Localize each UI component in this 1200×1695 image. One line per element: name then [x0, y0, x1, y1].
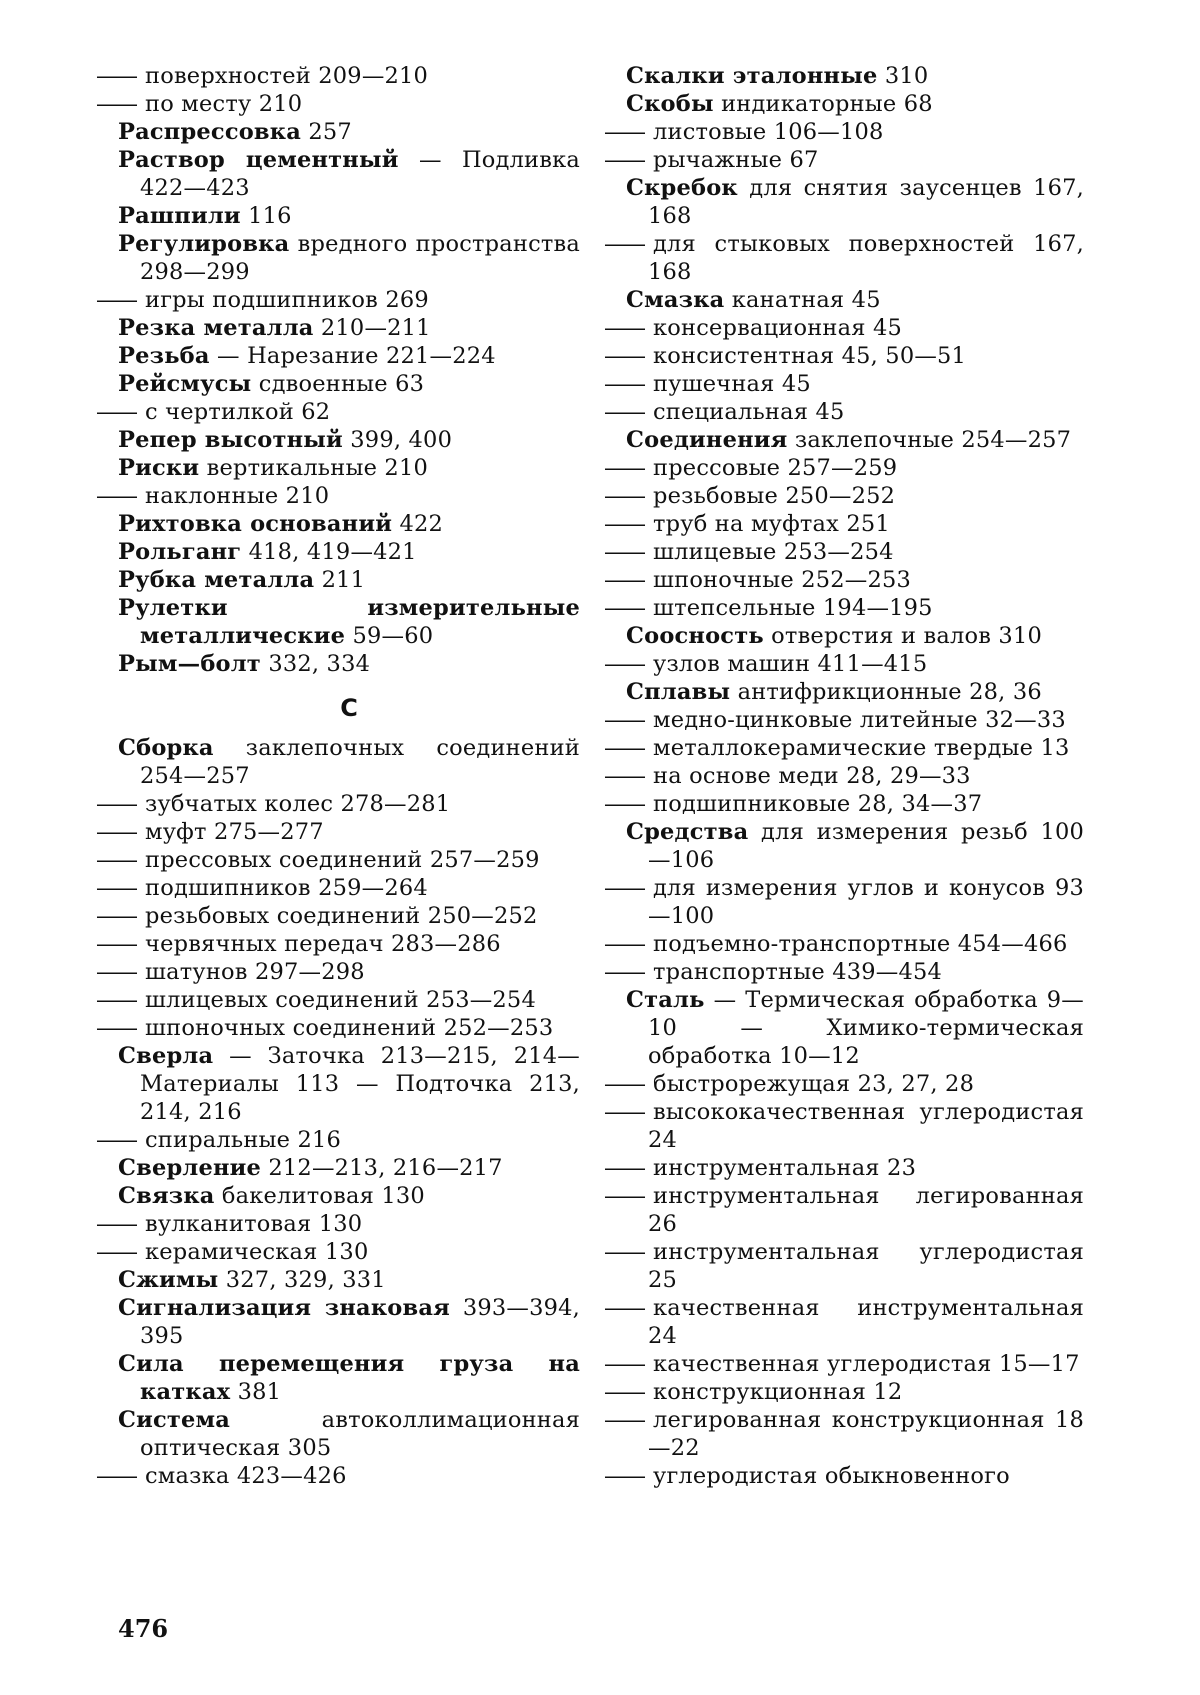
entry-heading: Скалки эталонные [626, 63, 878, 89]
entry-text: муфт 275—277 [145, 819, 324, 845]
index-subentry [604, 1462, 1084, 1490]
entry-heading: Сборка [118, 735, 214, 761]
entry-text: шатунов 297—298 [145, 959, 365, 985]
entry-heading: Риски [118, 455, 200, 481]
index-subentry [604, 342, 1084, 370]
repeat-dash: —— [96, 1127, 135, 1153]
entry-text: медно-цинковые литейные 32—33 [653, 707, 1066, 733]
repeat-dash: —— [604, 343, 643, 369]
entry-text: 257 [308, 119, 352, 145]
index-entry [118, 1266, 580, 1294]
repeat-dash: —— [604, 1239, 643, 1265]
repeat-dash: —— [96, 399, 135, 425]
repeat-dash: —— [604, 735, 643, 761]
index-subentry [96, 90, 580, 118]
index-entry [118, 1182, 580, 1210]
entry-text: заклепочные 254—257 [794, 427, 1072, 453]
repeat-dash: —— [604, 1295, 643, 1321]
entry-text: антифрикционные 28, 36 [737, 679, 1042, 705]
entry-heading: Сжимы [118, 1267, 219, 1293]
right-column [604, 62, 1084, 1490]
index-subentry [604, 790, 1084, 818]
index-subentry [96, 846, 580, 874]
entry-text: шлицевые 253—254 [653, 539, 894, 565]
index-entry [118, 202, 580, 230]
index-entry [118, 734, 580, 790]
index-subentry [604, 1294, 1084, 1350]
entry-heading: Распрессовка [118, 119, 301, 145]
repeat-dash: —— [604, 315, 643, 341]
index-subentry [96, 286, 580, 314]
index-entry [118, 510, 580, 538]
entry-text: для снятия заусенцев 167, 168 [648, 175, 1084, 229]
repeat-dash: —— [604, 539, 643, 565]
index-entry [626, 622, 1084, 650]
entry-heading: Сверление [118, 1155, 262, 1181]
index-entry [118, 146, 580, 202]
entry-text: канатная 45 [731, 287, 881, 313]
entry-text: резьбовых соединений 250—252 [145, 903, 538, 929]
index-subentry [604, 482, 1084, 510]
entry-text: подшипниковые 28, 34—37 [653, 791, 983, 817]
repeat-dash: —— [96, 1015, 135, 1041]
repeat-dash: —— [604, 399, 643, 425]
index-entry [118, 370, 580, 398]
index-subentry [96, 790, 580, 818]
repeat-dash: —— [604, 511, 643, 537]
index-entry [626, 62, 1084, 90]
entry-text: труб на муфтах 251 [653, 511, 890, 537]
entry-heading: Сигнализация знаковая [118, 1295, 450, 1321]
entry-heading: Смазка [626, 287, 725, 313]
index-subentry [604, 314, 1084, 342]
entry-heading: Сплавы [626, 679, 731, 705]
repeat-dash: —— [604, 1379, 643, 1405]
index-entry [626, 90, 1084, 118]
entry-text: 211 [321, 567, 366, 593]
entry-text: для измерения резьб 100—106 [648, 819, 1084, 873]
repeat-dash: —— [96, 791, 135, 817]
entry-text: 116 [248, 203, 292, 229]
entry-text: червячных передач 283—286 [145, 931, 501, 957]
entry-heading: Система [118, 1407, 231, 1433]
repeat-dash: —— [604, 147, 643, 173]
section-letter-heading: С [340, 694, 358, 722]
entry-heading: Связка [118, 1183, 215, 1209]
entry-heading: Резьба [118, 343, 210, 369]
repeat-dash: —— [96, 1239, 135, 1265]
repeat-dash: —— [604, 875, 643, 901]
entry-text: резьбовые 250—252 [653, 483, 896, 509]
entry-text: поверхностей 209—210 [145, 63, 429, 89]
entry-text: 393—394, 395 [140, 1295, 580, 1349]
entry-text: 210—211 [320, 315, 431, 341]
repeat-dash: —— [604, 1183, 643, 1209]
entry-heading: Рашпили [118, 203, 241, 229]
index-subentry [96, 930, 580, 958]
entry-text: по месту 210 [145, 91, 303, 117]
index-entry [118, 1294, 580, 1350]
entry-text: высококачественная углеродистая 24 [648, 1099, 1084, 1153]
repeat-dash: —— [96, 287, 135, 313]
index-subentry [604, 1098, 1084, 1154]
entry-text: 381 [237, 1379, 282, 1405]
index-entry [118, 566, 580, 594]
entry-text: наклонные 210 [145, 483, 330, 509]
entry-text: вулканитовая 130 [145, 1211, 363, 1237]
entry-text: смазка 423—426 [145, 1463, 347, 1489]
entry-text: 59—60 [352, 623, 434, 649]
entry-text: — Заточка 213—215, 214— Материалы 113 — Подточка 213, 214, 216 [140, 1043, 580, 1125]
index-subentry [604, 398, 1084, 426]
entry-text: — Подливка 422—423 [140, 147, 580, 201]
repeat-dash: —— [96, 847, 135, 873]
repeat-dash: —— [604, 1463, 643, 1489]
index-subentry [96, 902, 580, 930]
repeat-dash: —— [604, 1099, 643, 1125]
index-subentry [96, 874, 580, 902]
entry-text: спиральные 216 [145, 1127, 342, 1153]
repeat-dash: —— [604, 1071, 643, 1097]
entry-text: листовые 106—108 [653, 119, 884, 145]
repeat-dash: —— [604, 707, 643, 733]
index-subentry [604, 1238, 1084, 1294]
entry-heading: Рулетки измерительные металлические [118, 595, 580, 649]
index-subentry [604, 566, 1084, 594]
page-number: 476 [118, 1614, 169, 1643]
index-subentry [604, 1182, 1084, 1238]
repeat-dash: —— [96, 875, 135, 901]
index-entry [626, 286, 1084, 314]
repeat-dash: —— [604, 119, 643, 145]
entry-text: пушечная 45 [653, 371, 811, 397]
repeat-dash: —— [604, 231, 643, 257]
index-entry [626, 986, 1084, 1070]
index-subentry [604, 958, 1084, 986]
index-subentry [604, 874, 1084, 930]
repeat-dash: —— [96, 819, 135, 845]
entry-text: конструкционная 12 [653, 1379, 903, 1405]
entry-heading: Рым—болт [118, 651, 261, 677]
entry-text: вертикальные 210 [206, 455, 428, 481]
entry-text: качественная инструментальная 24 [648, 1295, 1084, 1349]
entry-text: инструментальная 23 [653, 1155, 917, 1181]
index-entry [118, 650, 580, 678]
entry-text: инструментальная углеродистая 25 [648, 1239, 1084, 1293]
entry-text: инструментальная легированная 26 [648, 1183, 1084, 1237]
entry-text: металлокерамические твердые 13 [653, 735, 1070, 761]
index-entry [118, 118, 580, 146]
index-subentry [604, 230, 1084, 286]
entry-text: 422 [399, 511, 444, 537]
entry-text: специальная 45 [653, 399, 845, 425]
left-column [96, 62, 580, 1490]
index-entry [118, 538, 580, 566]
repeat-dash: —— [96, 987, 135, 1013]
repeat-dash: —— [604, 959, 643, 985]
index-subentry [604, 1406, 1084, 1462]
index-subentry [604, 454, 1084, 482]
index-subentry [96, 958, 580, 986]
repeat-dash: —— [96, 63, 135, 89]
entry-heading: Сверла [118, 1043, 214, 1069]
index-subentry [96, 1014, 580, 1042]
index-subentry [604, 1154, 1084, 1182]
entry-text: консервационная 45 [653, 315, 903, 341]
entry-heading: Рейсмусы [118, 371, 252, 397]
repeat-dash: —— [96, 1463, 135, 1489]
index-subentry [604, 930, 1084, 958]
index-subentry [604, 706, 1084, 734]
repeat-dash: —— [604, 595, 643, 621]
entry-text: индикаторные 68 [721, 91, 933, 117]
index-subentry [604, 1070, 1084, 1098]
entry-text: 327, 329, 331 [225, 1267, 386, 1293]
entry-text: автоколлимационная оптическая 305 [140, 1407, 580, 1461]
index-entry [118, 1154, 580, 1182]
repeat-dash: —— [604, 483, 643, 509]
repeat-dash: —— [604, 371, 643, 397]
index-subentry [604, 594, 1084, 622]
index-subentry [604, 1350, 1084, 1378]
entry-text: 418, 419—421 [248, 539, 417, 565]
entry-text: 332, 334 [268, 651, 371, 677]
index-entry [118, 1350, 580, 1406]
index-entry [118, 342, 580, 370]
repeat-dash: —— [604, 1407, 643, 1433]
entry-text: с чертилкой 62 [145, 399, 331, 425]
repeat-dash: —— [96, 483, 135, 509]
index-entry [118, 454, 580, 482]
entry-text: консистентная 45, 50—51 [653, 343, 967, 369]
entry-text: бакелитовая 130 [221, 1183, 425, 1209]
index-entry [118, 1042, 580, 1126]
entry-heading: Скобы [626, 91, 714, 117]
entry-text: заклепочных соединений 254—257 [140, 735, 580, 789]
repeat-dash: —— [96, 903, 135, 929]
entry-text: на основе меди 28, 29—33 [653, 763, 971, 789]
repeat-dash: —— [604, 1351, 643, 1377]
index-subentry [96, 62, 580, 90]
entry-heading: Рихтовка оснований [118, 511, 393, 537]
index-subentry [604, 734, 1084, 762]
entry-heading: Средства [626, 819, 749, 845]
entry-text: прессовые 257—259 [653, 455, 898, 481]
entry-text: шпоночных соединений 252—253 [145, 1015, 554, 1041]
repeat-dash: —— [604, 455, 643, 481]
entry-text: 212—213, 216—217 [268, 1155, 503, 1181]
entry-heading: Рубка металла [118, 567, 315, 593]
index-subentry [604, 146, 1084, 174]
entry-text: 399, 400 [350, 427, 453, 453]
entry-text: штепсельные 194—195 [653, 595, 933, 621]
index-entry [118, 1406, 580, 1462]
index-entry [626, 426, 1084, 454]
index-subentry [96, 482, 580, 510]
repeat-dash: —— [96, 1211, 135, 1237]
entry-text: быстрорежущая 23, 27, 28 [653, 1071, 975, 1097]
entry-heading: Регулировка [118, 231, 290, 257]
repeat-dash: —— [604, 567, 643, 593]
index-entry [118, 426, 580, 454]
entry-text: подъемно-транспортные 454—466 [653, 931, 1068, 957]
entry-text: рычажные 67 [653, 147, 819, 173]
index-subentry [96, 1210, 580, 1238]
entry-text: шпоночные 252—253 [653, 567, 912, 593]
index-subentry [96, 1462, 580, 1490]
index-subentry [604, 118, 1084, 146]
entry-heading: Сталь [626, 987, 705, 1013]
entry-text: для измерения углов и конусов 93—100 [648, 875, 1084, 929]
entry-heading: Скребок [626, 175, 738, 201]
index-entry [626, 678, 1084, 706]
index-subentry [604, 510, 1084, 538]
index-subentry [604, 538, 1084, 566]
entry-text: 310 [884, 63, 929, 89]
entry-heading: Резка металла [118, 315, 314, 341]
repeat-dash: —— [604, 651, 643, 677]
index-subentry [604, 762, 1084, 790]
entry-text: транспортные 439—454 [653, 959, 943, 985]
index-subentry [96, 818, 580, 846]
entry-text: узлов машин 411—415 [653, 651, 928, 677]
entry-text: углеродистая обыкновенного [653, 1463, 1010, 1489]
entry-text: сдвоенные 63 [258, 371, 425, 397]
entry-text: игры подшипников 269 [145, 287, 429, 313]
entry-text: шлицевых соединений 253—254 [145, 987, 536, 1013]
entry-text: зубчатых колес 278—281 [145, 791, 451, 817]
index-subentry [96, 1126, 580, 1154]
index-subentry [604, 370, 1084, 398]
entry-heading: Рольганг [118, 539, 242, 565]
entry-text: подшипников 259—264 [145, 875, 428, 901]
entry-text: керамическая 130 [145, 1239, 369, 1265]
entry-text: прессовых соединений 257—259 [145, 847, 540, 873]
entry-text: отверстия и валов 310 [771, 623, 1042, 649]
index-subentry [96, 398, 580, 426]
index-subentry [96, 986, 580, 1014]
entry-heading: Репер высотный [118, 427, 343, 453]
index-entry [626, 818, 1084, 874]
index-subentry [96, 1238, 580, 1266]
index-entry [118, 594, 580, 650]
entry-text: легированная конструкционная 18—22 [648, 1407, 1084, 1461]
entry-text: вредного пространства 298—299 [140, 231, 580, 285]
entry-heading: Соединения [626, 427, 788, 453]
repeat-dash: —— [96, 959, 135, 985]
index-subentry [604, 1378, 1084, 1406]
repeat-dash: —— [96, 91, 135, 117]
repeat-dash: —— [604, 763, 643, 789]
index-entry [118, 230, 580, 286]
index-entry [626, 174, 1084, 230]
entry-text: — Нарезание 221—224 [217, 343, 496, 369]
entry-text: для стыковых поверхностей 167, 168 [648, 231, 1084, 285]
entry-text: — Термическая обработка 9—10 — Химико-термическая обработка 10—12 [648, 987, 1084, 1069]
entry-heading: Раствор цементный [118, 147, 399, 173]
entry-heading: Сила перемещения груза на катках [118, 1351, 580, 1405]
entry-heading: Соосность [626, 623, 764, 649]
index-subentry [604, 650, 1084, 678]
repeat-dash: —— [604, 791, 643, 817]
index-entry [118, 314, 580, 342]
entry-text: качественная углеродистая 15—17 [653, 1351, 1080, 1377]
repeat-dash: —— [96, 931, 135, 957]
repeat-dash: —— [604, 1155, 643, 1181]
repeat-dash: —— [604, 931, 643, 957]
